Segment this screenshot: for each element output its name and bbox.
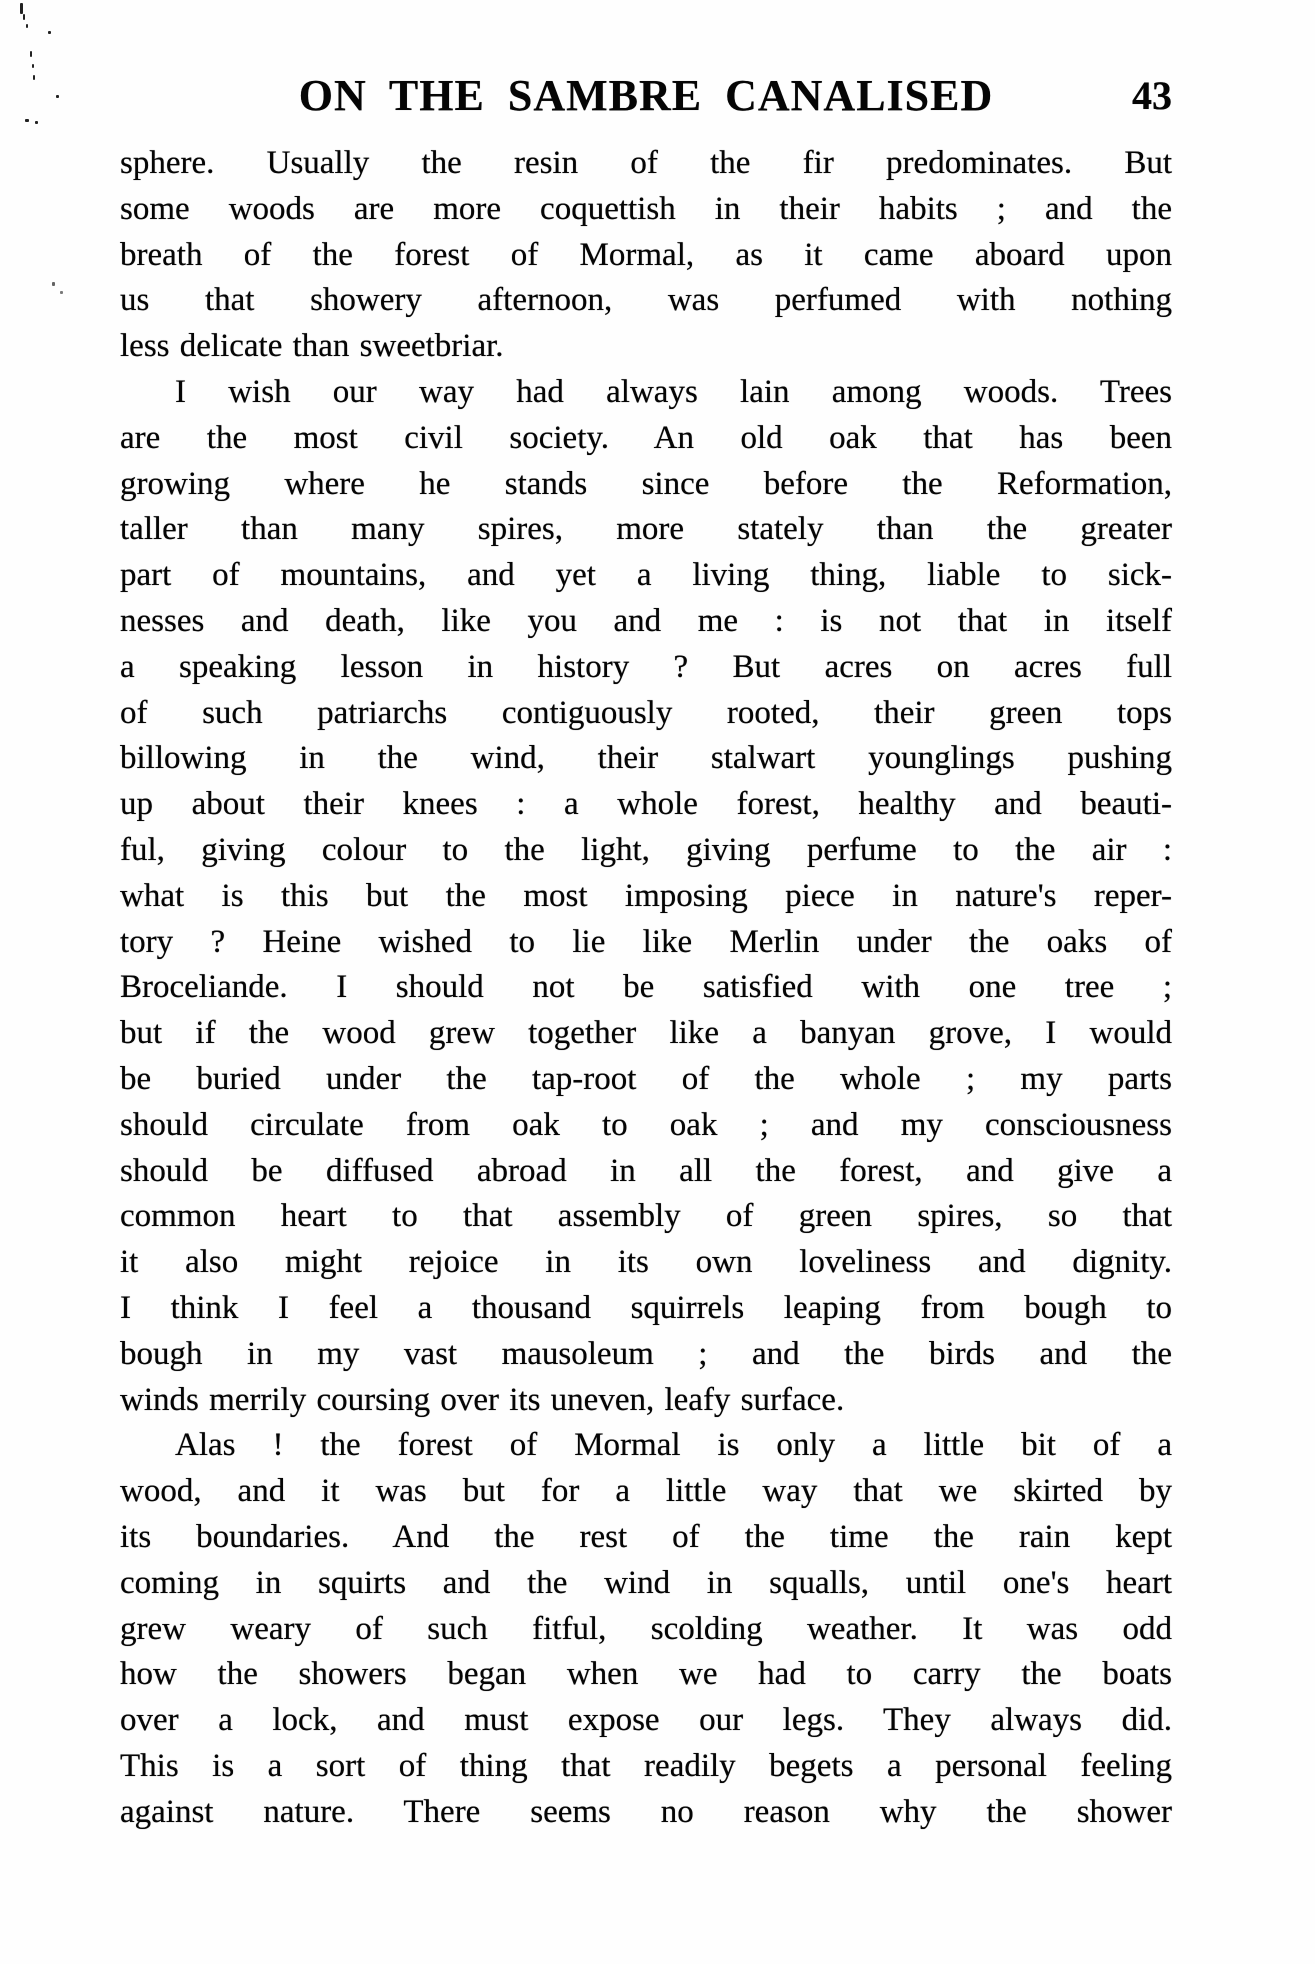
text-line: it also might rejoice in its own loveliness and dignity.: [120, 1244, 1172, 1281]
text-line: should be diffused abroad in all the forest, and give a: [120, 1152, 1172, 1189]
speckle: [30, 51, 32, 57]
text-line: I think I feel a thousand squirrels leaping from bough to: [120, 1289, 1172, 1326]
speckle: [48, 31, 51, 34]
text-line: less delicate than sweetbriar.: [120, 328, 504, 365]
text-line: growing where he stands since before the Reformation,: [120, 465, 1172, 502]
text-line: part of mountains, and yet a living thing, liable to sick-: [120, 557, 1172, 594]
text-line: Broceliande. I should not be satisfied with one tree ;: [120, 969, 1172, 1006]
text-line: some woods are more coquettish in their habits ; and the: [120, 190, 1172, 227]
speckle: [33, 75, 35, 80]
speckle: [23, 14, 25, 20]
text-line: wood, and it was but for a little way that we skirted by: [120, 1473, 1172, 1510]
speckle: [25, 119, 29, 122]
speckle: [20, 3, 23, 14]
speckle: [32, 64, 34, 68]
text-line: against nature. There seems no reason why the shower: [120, 1793, 1172, 1830]
text-line: be buried under the tap-root of the whole ; my parts: [120, 1060, 1172, 1097]
speckle: [60, 291, 63, 294]
text-line: ful, giving colour to the light, giving perfume to the air :: [120, 831, 1172, 868]
text-line: what is this but the most imposing piece in nature's reper-: [120, 877, 1172, 914]
text-line: This is a sort of thing that readily begets a personal feeling: [120, 1747, 1172, 1784]
speckle: [52, 282, 55, 286]
speckle: [35, 121, 38, 124]
text-line: a speaking lesson in history ? But acres on acres full: [120, 648, 1172, 685]
text-line: us that showery afternoon, was perfumed with nothing: [120, 282, 1172, 319]
text-line: billowing in the wind, their stalwart younglings pushing: [120, 740, 1172, 777]
running-header: [120, 72, 1172, 120]
text-line: grew weary of such fitful, scolding weather. It was odd: [120, 1610, 1172, 1647]
text-line: over a lock, and must expose our legs. They always did.: [120, 1702, 1172, 1739]
text-line: up about their knees : a whole forest, healthy and beauti-: [120, 786, 1172, 823]
page-number: 43: [1132, 73, 1172, 118]
text-line: common heart to that assembly of green spires, so that: [120, 1198, 1172, 1235]
paragraph-2: [120, 370, 1172, 1423]
text-line: its boundaries. And the rest of the time the rain kept: [120, 1518, 1172, 1555]
text-line: winds merrily coursing over its uneven, leafy surface.: [120, 1381, 845, 1418]
text-line: sphere. Usually the resin of the fir predominates. But: [120, 145, 1172, 181]
text-line: how the showers began when we had to carry the boats: [120, 1656, 1172, 1693]
text-line: I wish our way had always lain among woods. Trees: [175, 373, 1172, 410]
text-line: of such patriarchs contiguously rooted, their green tops: [120, 694, 1172, 731]
text-line: nesses and death, like you and me : is not that in itself: [120, 602, 1172, 639]
text-line: Alas ! the forest of Mormal is only a little bit of a: [175, 1427, 1172, 1464]
body-text: [120, 141, 1172, 1835]
text-line: breath of the forest of Mormal, as it came aboard upon: [120, 236, 1172, 273]
text-line: taller than many spires, more stately than the greater: [120, 511, 1172, 548]
text-line: coming in squirts and the wind in squalls, until one's heart: [120, 1564, 1172, 1601]
text-line: bough in my vast mausoleum ; and the birds and the: [120, 1335, 1172, 1372]
chapter-title: ON THE SAMBRE CANALISED: [298, 71, 994, 120]
speckle: [56, 95, 59, 98]
paragraph-3: [120, 1423, 1172, 1835]
text-line: are the most civil society. An old oak that has been: [120, 419, 1172, 456]
text-line: tory ? Heine wished to lie like Merlin under the oaks of: [120, 923, 1172, 960]
text-line: but if the wood grew together like a banyan grove, I would: [120, 1015, 1172, 1052]
paragraph-1: [120, 141, 1172, 370]
speckle: [26, 24, 28, 28]
text-line: should circulate from oak to oak ; and my consciousness: [120, 1106, 1172, 1143]
